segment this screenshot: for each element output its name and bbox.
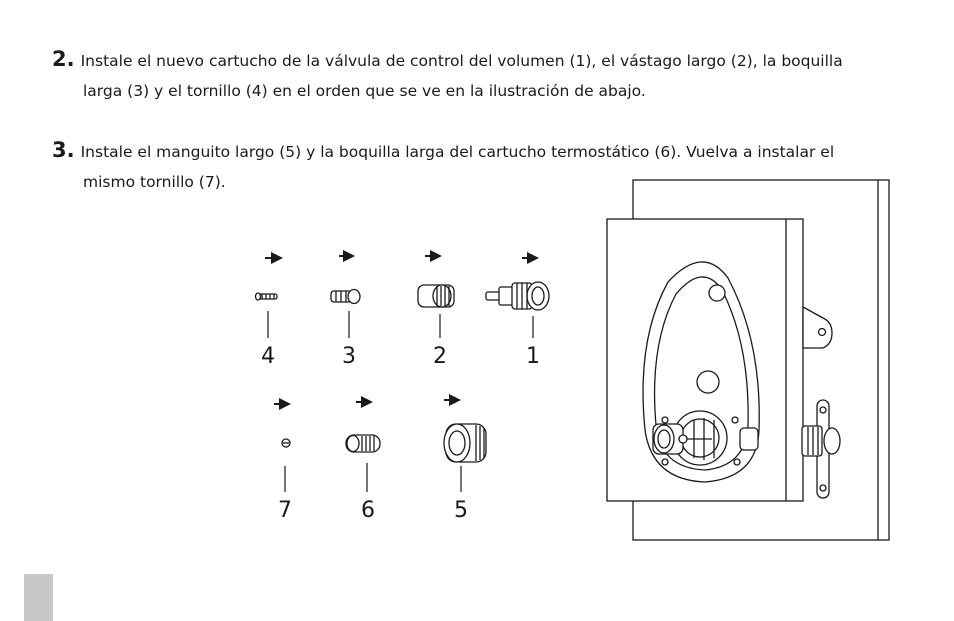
part-2-stem-icon (418, 285, 454, 307)
part-1-cartridge-icon (486, 282, 549, 310)
part-5-sleeve-icon (444, 424, 486, 462)
part-label-5: 5 (454, 498, 468, 523)
valve-assembly-illustration (607, 180, 889, 540)
step-text-line1: Instale el manguito largo (5) y la boquilla larga del cartucho termostático (6). Vuelva a instalar el (80, 143, 835, 161)
part-label-4: 4 (261, 344, 275, 369)
part-3-nozzle-icon (331, 290, 360, 304)
part-label-7: 7 (278, 498, 292, 523)
part-4-screw-icon (256, 293, 278, 300)
leader-lines-row1 (268, 311, 533, 338)
part-6-nozzle-icon (346, 435, 380, 452)
part-label-6: 6 (361, 498, 375, 523)
part-label-2: 2 (433, 344, 447, 369)
part-label-3: 3 (342, 344, 356, 369)
part-7-screw-icon (282, 439, 290, 447)
direction-arrows-row1 (265, 256, 537, 258)
leader-lines-row2 (285, 463, 461, 492)
step-text-line2: mismo tornillo (7). (83, 173, 226, 191)
direction-arrows-row2 (274, 400, 459, 404)
step-text-line2: larga (3) y el tornillo (4) en el orden que se ve en la ilustración de abajo. (83, 82, 646, 100)
step-text-line1: Instale el nuevo cartucho de la válvula de control del volumen (1), el vástago largo (2), la boquilla (80, 52, 843, 70)
step-number: 3. (52, 138, 75, 162)
part-label-1: 1 (526, 344, 540, 369)
page-edge-tab (24, 574, 53, 621)
step-number: 2. (52, 47, 75, 71)
